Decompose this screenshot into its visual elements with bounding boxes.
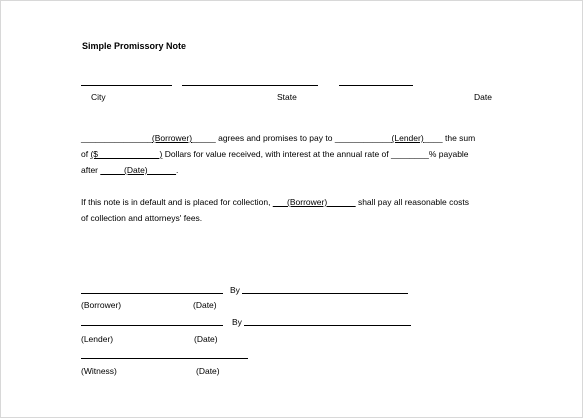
witness-signature-line[interactable] <box>81 358 248 359</box>
state-label: State <box>277 92 297 102</box>
p1-line2-text: Dollars for value received, with interest at the annual rate of <box>164 149 389 159</box>
p2-text2: shall pay all reasonable costs <box>357 197 469 207</box>
city-label: City <box>91 92 106 102</box>
document-title: Simple Promissory Note <box>82 41 187 51</box>
city-line[interactable] <box>81 85 172 86</box>
lender-by-line[interactable] <box>244 325 411 326</box>
collection-borrower-field[interactable]: ___(Borrower)______ <box>272 197 356 207</box>
p1-text2: the sum <box>444 133 476 143</box>
lender-signature-line[interactable] <box>81 325 223 326</box>
rate-suffix: % payable <box>428 149 469 159</box>
blank-lender-pre[interactable]: ____________ <box>334 133 392 143</box>
lender-label: (Lender) <box>81 334 114 344</box>
p1-after: after <box>81 165 99 175</box>
amount-field[interactable]: ($_____________) <box>90 149 163 159</box>
blank-borrower-post[interactable]: _____ <box>192 133 216 143</box>
rate-field[interactable]: ________ <box>391 149 429 159</box>
borrower-by-line[interactable] <box>242 293 408 294</box>
p1-of: of <box>81 149 89 159</box>
p1-line1 <box>81 133 475 143</box>
borrower-date-label: (Date) <box>193 300 217 310</box>
lender-date-label: (Date) <box>194 334 218 344</box>
p2-line1 <box>81 197 469 207</box>
blank-borrower-pre[interactable]: _______________ <box>81 133 152 143</box>
state-line[interactable] <box>182 85 318 86</box>
borrower-field[interactable]: (Borrower) <box>151 133 193 143</box>
p1-line3 <box>81 165 178 175</box>
borrower-signature-line[interactable] <box>81 293 223 294</box>
p2-line2: of collection and attorneys' fees. <box>81 213 203 223</box>
blank-lender-post[interactable]: ____ <box>423 133 443 143</box>
p2-text1: If this note is in default and is placed for collection, <box>81 197 271 207</box>
borrower-label: (Borrower) <box>81 300 122 310</box>
p1-period: . <box>176 165 179 175</box>
p1-text1: agrees and promises to pay to <box>218 133 333 143</box>
witness-date-label: (Date) <box>196 366 220 376</box>
lender-field[interactable]: (Lender) <box>391 133 424 143</box>
p1-line2 <box>81 149 469 159</box>
borrower-by-label: By <box>230 285 240 295</box>
lender-by-label: By <box>232 317 242 327</box>
date-label: Date <box>474 92 492 102</box>
after-date-field[interactable]: _____(Date)______ <box>100 165 177 175</box>
date-line[interactable] <box>339 85 413 86</box>
witness-label: (Witness) <box>81 366 117 376</box>
